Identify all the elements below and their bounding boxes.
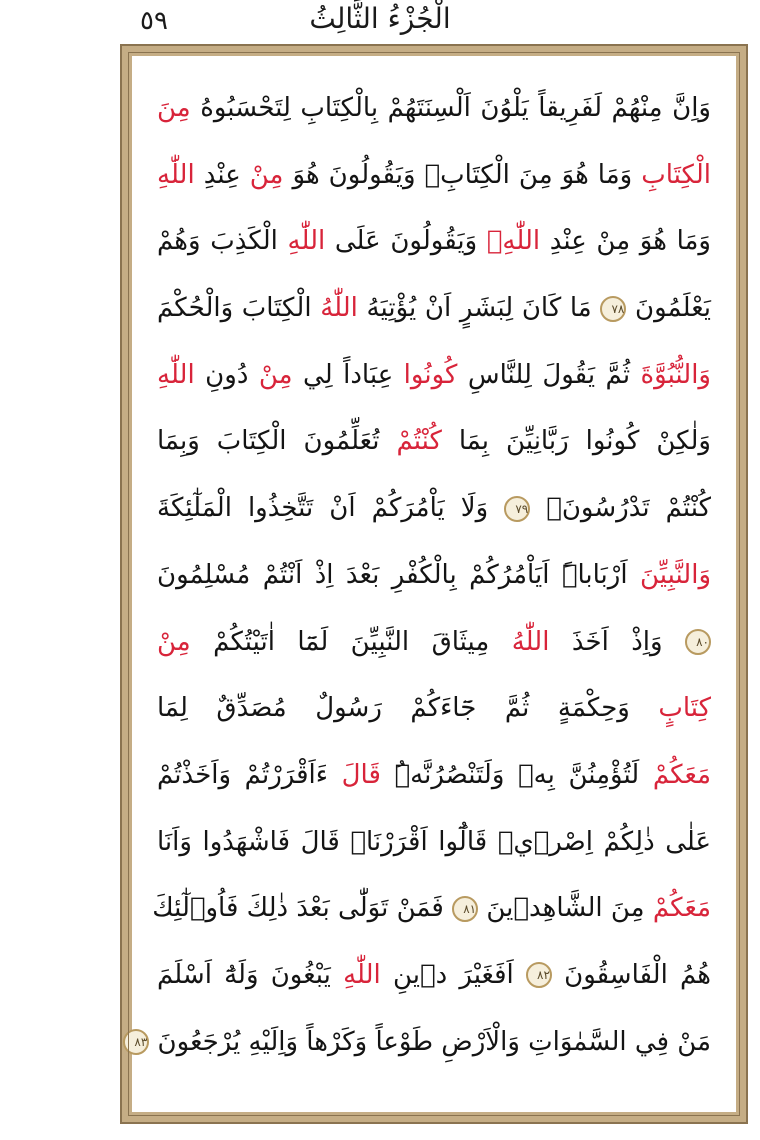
- quran-text: [134, 75, 712, 1075]
- highlighted-word: مَعَكُمْ: [652, 893, 711, 924]
- verse-number-marker: ٨٣: [123, 1029, 149, 1055]
- text-line: [157, 609, 711, 676]
- page-frame: [120, 44, 748, 1124]
- text-segment: وَلٰكِنْ كُونُوا رَبَّانِيِّنَ بِمَا: [441, 426, 711, 457]
- highlighted-word: كُونُوا: [403, 359, 458, 390]
- page-number: ٥٩: [140, 6, 168, 36]
- text-line: [157, 208, 711, 275]
- text-line: [152, 875, 711, 942]
- text-line: [157, 275, 711, 342]
- highlighted-word: كُنْتُمْ: [396, 426, 442, 457]
- text-segment: دُونِ: [194, 359, 259, 390]
- verse-number-marker: ٨٠: [685, 629, 711, 655]
- highlighted-word: اللّٰهُ: [320, 293, 358, 324]
- text-segment: الْكِتَابَ وَالْحُكْمَ: [157, 293, 321, 324]
- highlighted-word: قَالَ: [341, 759, 381, 790]
- highlighted-word: اللّٰهِ: [157, 159, 195, 190]
- text-segment: مَنْ فِي السَّمٰوَاتِ وَالْاَرْضِ طَوْعاً وَكَرْهاً وَاِلَيْهِ يُرْجَعُونَ: [149, 1026, 711, 1057]
- highlighted-word: وَالنَّبِيِّنَ: [639, 559, 711, 590]
- highlighted-word: اللّٰهِ: [343, 959, 381, 990]
- highlighted-word: اللّٰهِ: [157, 359, 195, 390]
- text-line: [157, 408, 711, 475]
- highlighted-word: مِنْ: [157, 626, 191, 657]
- page-header: [0, 0, 760, 42]
- text-segment: وَمَا هُوَ مِنْ عِنْدِ: [540, 226, 711, 257]
- text-line: [157, 142, 711, 209]
- text-segment: وَاِنَّ مِنْهُمْ لَفَرِيقاً يَلْوُنَ اَلْسِنَتَهُمْ بِالْكِتَابِ لِتَحْسَبُوهُ: [190, 93, 711, 123]
- highlighted-word: وَالنُّبُوَّةَ: [640, 359, 711, 390]
- text-line: [157, 75, 711, 142]
- text-segment: الْكَذِبَ وَهُمْ: [157, 226, 288, 257]
- text-segment: تُعَلِّمُونَ الْكِتَابَ وَبِمَا: [157, 426, 397, 457]
- text-segment: مَا كَانَ لِبَشَرٍ اَنْ يُؤْتِيَهُ: [357, 293, 601, 324]
- verse-number-marker: ٧٩: [504, 496, 530, 522]
- text-segment: عِنْدِ: [194, 159, 250, 190]
- text-segment: ثُمَّ يَقُولَ لِلنَّاسِ: [457, 359, 641, 390]
- text-segment: فَمَنْ تَوَلّٰى بَعْدَ ذٰلِكَ فَاُو۬لٰٓئِكَ: [152, 893, 453, 924]
- text-segment: اَفَغَيْرَ دٖينِ: [380, 959, 526, 990]
- highlighted-word: مِنَ: [157, 93, 191, 123]
- text-segment: كُنْتُمْ تَدْرُسُونَۙ: [530, 493, 711, 524]
- juz-title: الْجُزْءُ الثَّالِثُ: [309, 2, 451, 35]
- text-segment: وَيَقُولُونَ عَلَى: [325, 226, 487, 257]
- text-line: [157, 742, 711, 809]
- text-line: [134, 1009, 711, 1076]
- text-segment: هُمُ الْفَاسِقُونَ: [551, 959, 712, 990]
- text-segment: وَحِكْمَةٍ ثُمَّ جَٓاءَكُمْ رَسُولٌ مُصَدِّقٌ لِمَا: [157, 693, 659, 724]
- text-segment: وَمَا هُوَ مِنَ الْكِتَابِۚ وَيَقُولُونَ هُوَ: [283, 159, 642, 190]
- highlighted-word: مَعَكُمْ: [652, 759, 711, 790]
- text-line: [157, 342, 711, 409]
- text-line: [157, 809, 711, 876]
- highlighted-word: كِتَابٍ: [658, 693, 711, 724]
- verse-number-marker: ٧٨: [600, 296, 626, 322]
- highlighted-word: اللّٰهِۚ: [486, 226, 541, 257]
- text-segment: ءَاَقْرَرْتُمْ وَاَخَذْتُمْ: [157, 759, 342, 790]
- text-segment: يَبْغُونَ وَلَهُٓ اَسْلَمَ: [157, 959, 344, 990]
- text-segment: لَتُؤْمِنُنَّ بِهٖ وَلَتَنْصُرُنَّهُۜ: [380, 759, 653, 790]
- highlighted-word: اللّٰهُ: [511, 626, 550, 657]
- text-line: [157, 675, 711, 742]
- text-segment: وَلَا يَاْمُرَكُمْ اَنْ تَتَّخِذُوا الْمَلٰٓئِكَةَ: [157, 493, 505, 524]
- verse-number-marker: ٨١: [452, 896, 478, 922]
- text-area: [132, 56, 736, 1112]
- text-line: [157, 942, 711, 1009]
- text-segment: عَلٰى ذٰلِكُمْ اِصْرٖيۜ قَالُٓوا اَقْرَرْنَاۜ قَالَ فَاشْهَدُوا وَاَنَا: [157, 826, 711, 857]
- text-line: [157, 475, 711, 542]
- text-segment: اَرْبَاباًۜ اَيَاْمُرُكُمْ بِالْكُفْرِ بَعْدَ اِذْ اَنْتُمْ مُسْلِمُونَ: [157, 559, 640, 590]
- highlighted-word: مِنْ: [249, 159, 284, 190]
- verse-number-marker: ٨٢: [526, 962, 552, 988]
- text-line: [157, 542, 711, 609]
- text-segment: مِنَ الشَّاهِدٖينَ: [478, 893, 653, 924]
- text-segment: مِيثَاقَ النَّبِيِّنَ لَمَٓا اٰتَيْتُكُمْ: [190, 626, 512, 657]
- text-segment: وَاِذْ اَخَذَ: [549, 626, 685, 657]
- highlighted-word: الْكِتَابِ: [641, 159, 711, 190]
- highlighted-word: اللّٰهِ: [287, 226, 326, 257]
- highlighted-word: مِنْ: [258, 359, 293, 390]
- text-segment: عِبَاداً لِي: [292, 359, 404, 390]
- text-segment: يَعْلَمُونَ: [626, 293, 711, 324]
